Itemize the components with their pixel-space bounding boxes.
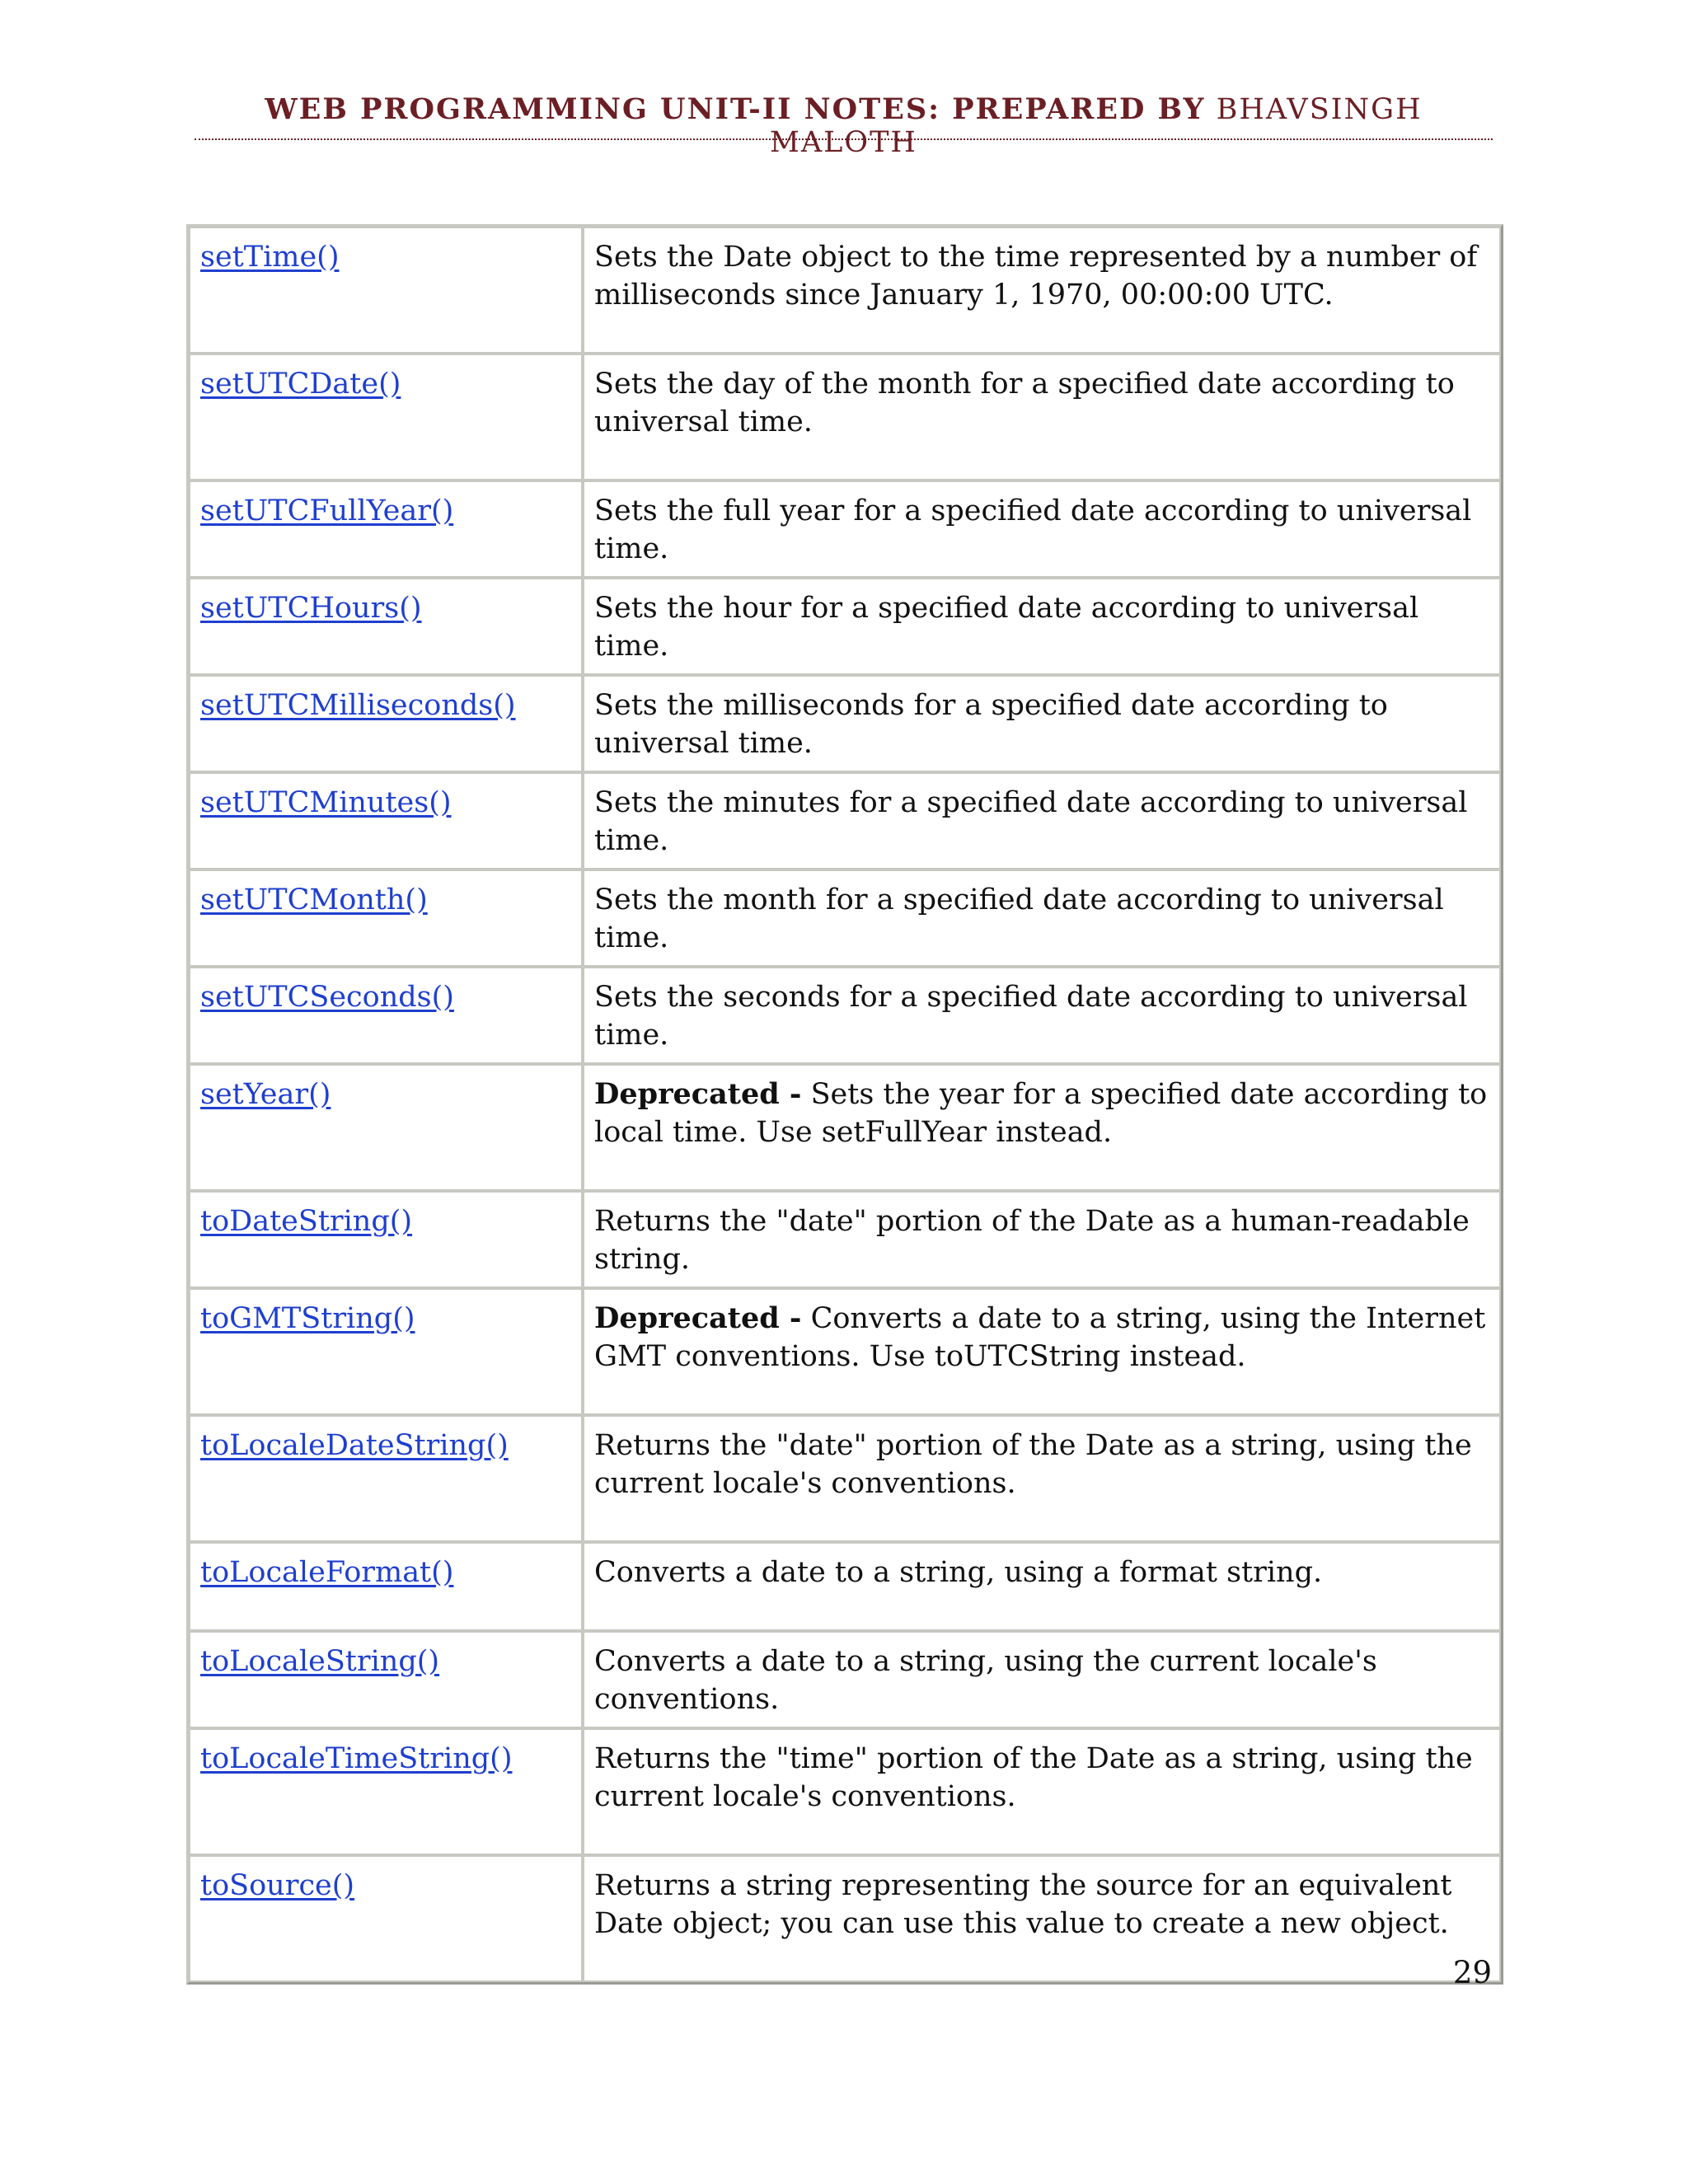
method-name-cell — [189, 772, 583, 869]
method-description: Sets the hour for a specified date according to universal time. — [594, 592, 1419, 663]
method-description-cell — [583, 967, 1501, 1064]
method-description: Sets the Date object to the time represented by a number of milliseconds since January 1, 1970, 00:00:00 UTC. — [594, 241, 1478, 312]
method-description-cell — [583, 1542, 1501, 1631]
table-row — [189, 578, 1501, 675]
method-link[interactable]: toDateString() — [200, 1205, 413, 1238]
method-description: Converts a date to a string, using a format string. — [594, 1556, 1323, 1589]
method-description: Converts a date to a string, using the Internet GMT conventions. Use toUTCString instead. — [594, 1302, 1486, 1373]
table-row — [189, 1415, 1501, 1542]
method-description-cell — [583, 869, 1501, 967]
method-name-cell — [189, 354, 583, 480]
deprecated-label: Deprecated - — [594, 1077, 802, 1111]
table-row — [189, 1631, 1501, 1728]
method-description: Sets the milliseconds for a specified date according to universal time. — [594, 689, 1388, 760]
method-link[interactable]: toLocaleString() — [200, 1645, 440, 1678]
method-name-cell — [189, 1415, 583, 1542]
table-row — [189, 869, 1501, 967]
table-body — [189, 227, 1501, 1982]
method-link[interactable]: setYear() — [200, 1078, 331, 1111]
header-divider — [195, 138, 1493, 140]
method-description: Sets the full year for a specified date according to universal time. — [594, 494, 1472, 565]
method-description: Returns a string representing the source for an equivalent Date object; you can use this value to create a new object. — [594, 1869, 1452, 1940]
method-description-cell — [583, 1288, 1501, 1415]
method-description: Returns the "date" portion of the Date as a string, using the current locale's conventions. — [594, 1429, 1472, 1500]
method-description: Returns the "date" portion of the Date as a human-readable string. — [594, 1205, 1470, 1276]
method-link[interactable]: setTime() — [200, 241, 340, 274]
method-description: Sets the minutes for a specified date according to universal time. — [594, 786, 1468, 857]
method-link[interactable]: setUTCMinutes() — [200, 786, 452, 819]
page-number: 29 — [1452, 1955, 1492, 1990]
method-name-cell — [189, 1728, 583, 1855]
table-row — [189, 772, 1501, 869]
method-name-cell — [189, 1288, 583, 1415]
method-name-cell — [189, 1191, 583, 1288]
table-row — [189, 354, 1501, 480]
table-row — [189, 227, 1501, 354]
method-description-cell — [583, 227, 1501, 354]
method-description-cell — [583, 772, 1501, 869]
method-link[interactable]: setUTCHours() — [200, 592, 422, 625]
method-description-cell — [583, 1631, 1501, 1728]
method-link[interactable]: toLocaleFormat() — [200, 1556, 454, 1589]
method-name-cell — [189, 967, 583, 1064]
method-description: Converts a date to a string, using the current locale's conventions. — [594, 1645, 1377, 1716]
method-description: Sets the seconds for a specified date according to universal time. — [594, 981, 1468, 1052]
method-name-cell — [189, 1855, 583, 1982]
table-row — [189, 675, 1501, 772]
method-link[interactable]: setUTCSeconds() — [200, 981, 454, 1014]
table-row — [189, 1542, 1501, 1631]
method-link[interactable]: toLocaleDateString() — [200, 1429, 509, 1462]
method-description-cell — [583, 480, 1501, 578]
method-name-cell — [189, 1542, 583, 1631]
table-row — [189, 480, 1501, 578]
header-author: BHAVSINGH MALOTH — [770, 93, 1423, 159]
method-link[interactable]: toSource() — [200, 1869, 355, 1902]
method-description: Sets the month for a specified date according to universal time. — [594, 883, 1444, 954]
table-row — [189, 1288, 1501, 1415]
method-name-cell — [189, 1064, 583, 1191]
table-row — [189, 1728, 1501, 1855]
method-description-cell — [583, 1064, 1501, 1191]
method-name-cell — [189, 480, 583, 578]
deprecated-label: Deprecated - — [594, 1301, 802, 1335]
table-row — [189, 1191, 1501, 1288]
method-link[interactable]: setUTCMonth() — [200, 883, 428, 916]
method-name-cell — [189, 227, 583, 354]
method-description-cell — [583, 1415, 1501, 1542]
method-name-cell — [189, 578, 583, 675]
method-description-cell — [583, 578, 1501, 675]
method-link[interactable]: toGMTString() — [200, 1302, 415, 1335]
method-link[interactable]: setUTCMilliseconds() — [200, 689, 516, 722]
header-title: WEB PROGRAMMING UNIT-II NOTES: PREPARED BY — [265, 92, 1206, 126]
table-row — [189, 1064, 1501, 1191]
method-name-cell — [189, 1631, 583, 1728]
method-description-cell — [583, 1728, 1501, 1855]
page-header — [195, 92, 1493, 159]
method-description-cell — [583, 1191, 1501, 1288]
method-link[interactable]: setUTCDate() — [200, 368, 401, 401]
method-name-cell — [189, 869, 583, 967]
method-link[interactable]: setUTCFullYear() — [200, 494, 454, 527]
method-description: Sets the day of the month for a specified date according to universal time. — [594, 368, 1455, 438]
table-row — [189, 1855, 1501, 1982]
table-row — [189, 967, 1501, 1064]
method-description-cell — [583, 675, 1501, 772]
method-description-cell — [583, 354, 1501, 480]
date-methods-table — [186, 224, 1503, 1985]
method-name-cell — [189, 675, 583, 772]
method-description: Returns the "time" portion of the Date as a string, using the current locale's conventions. — [594, 1742, 1473, 1813]
method-description: Sets the year for a specified date according to local time. Use setFullYear instead. — [594, 1078, 1488, 1149]
method-description-cell — [583, 1855, 1501, 1982]
method-link[interactable]: toLocaleTimeString() — [200, 1742, 513, 1775]
